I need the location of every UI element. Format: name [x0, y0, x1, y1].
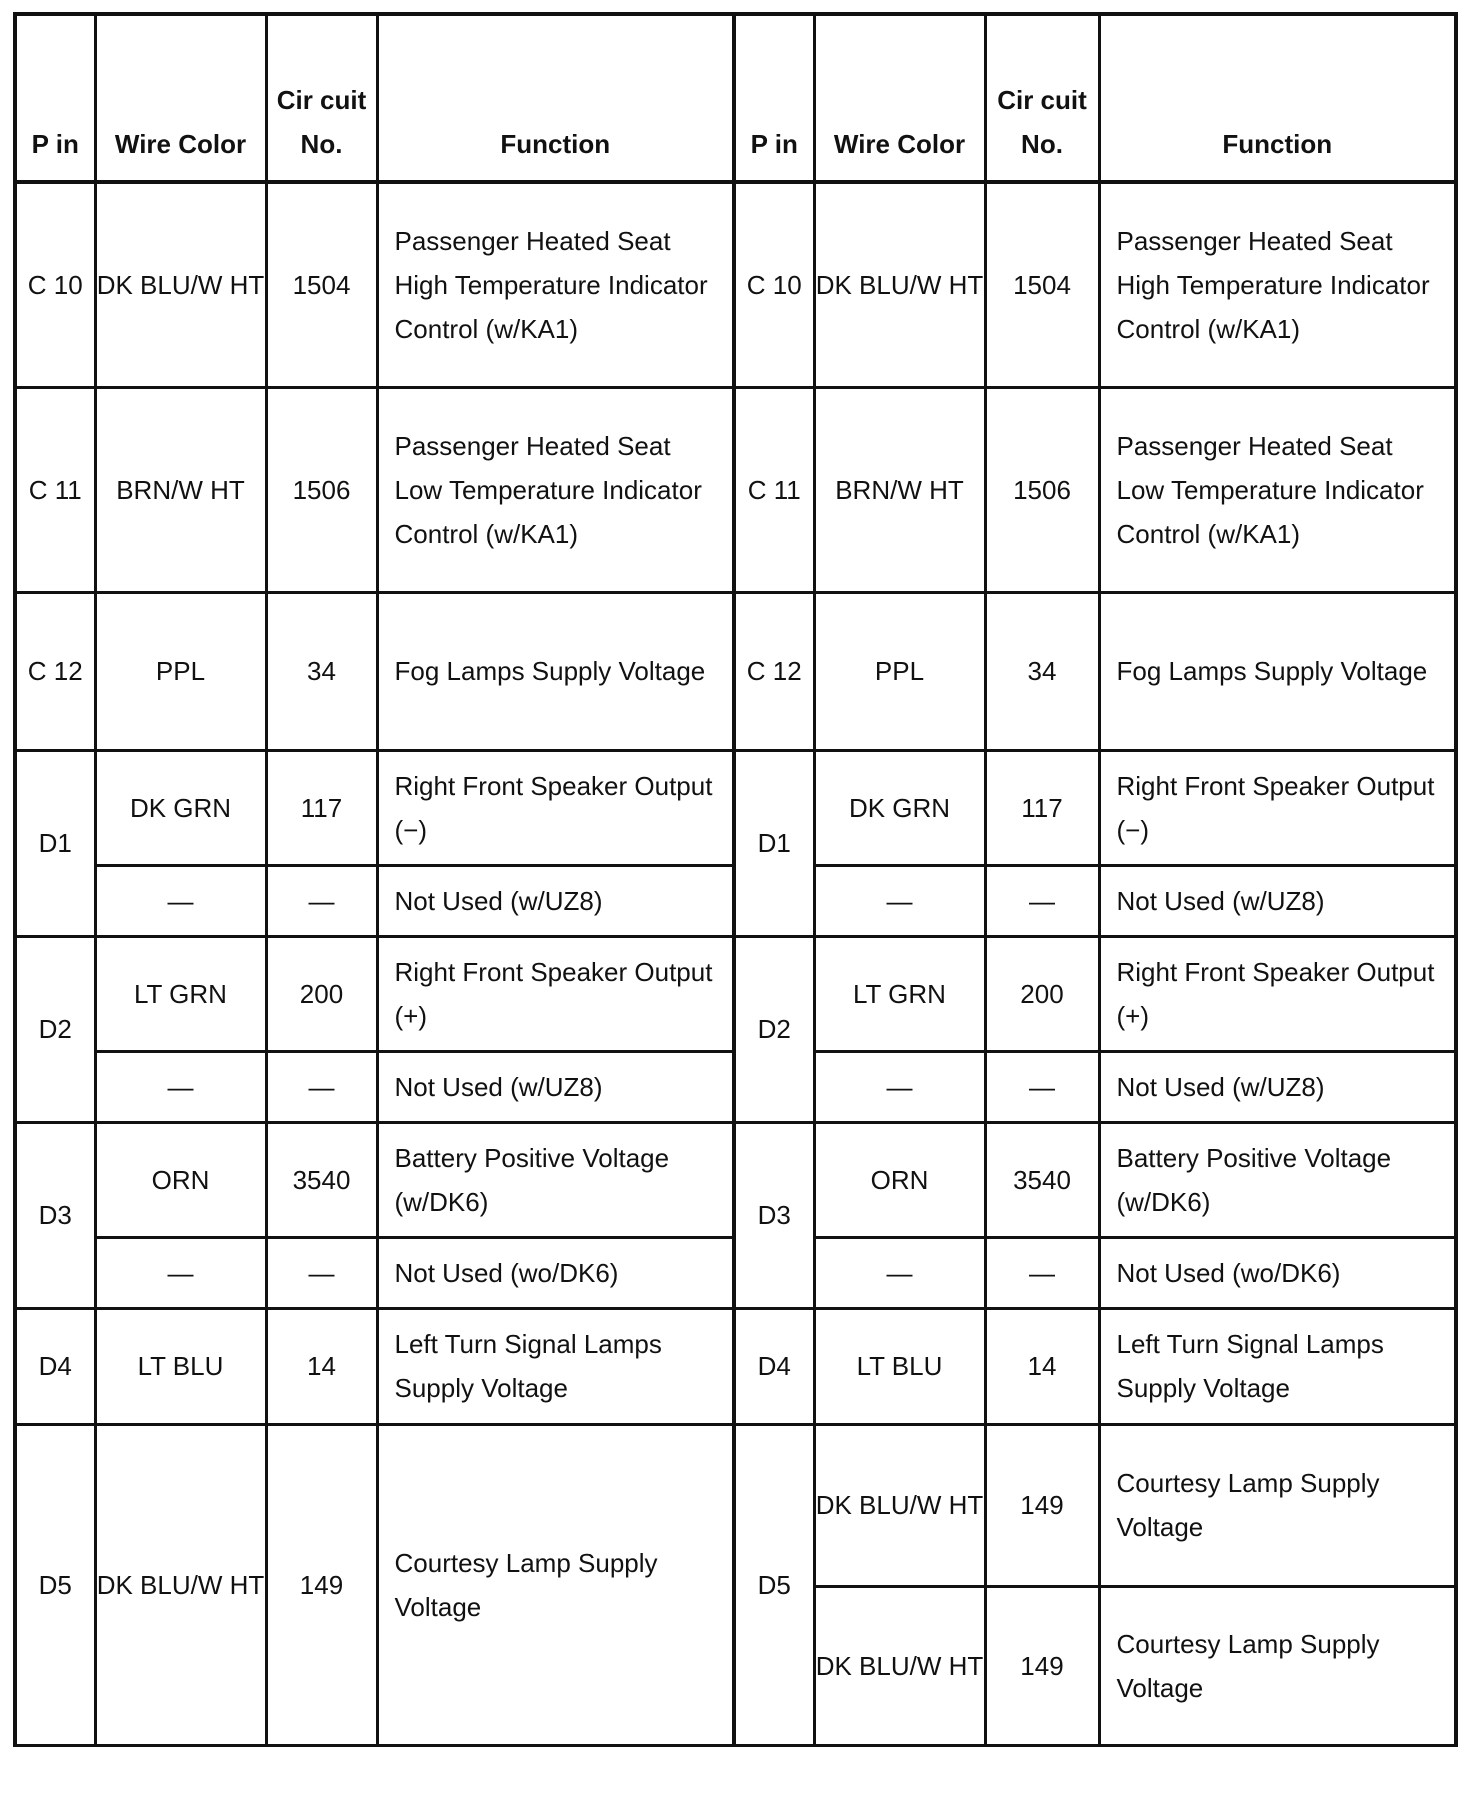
function-cell: Not Used (wo/DK6) — [377, 1237, 734, 1308]
circuit-cell: 3540 — [266, 1122, 377, 1237]
pin-cell: C 10 — [734, 182, 814, 387]
function-cell: Not Used (w/UZ8) — [377, 1051, 734, 1122]
table-row — [15, 1424, 1456, 1586]
function-cell: Left Turn Signal Lamps Supply Voltage — [377, 1308, 734, 1424]
function-cell: Courtesy Lamp Supply Voltage — [1099, 1586, 1456, 1745]
circuit-cell: — — [266, 1051, 377, 1122]
circuit-cell: — — [985, 1051, 1099, 1122]
wire-color-cell: PPL — [814, 592, 985, 750]
wire-color-cell: — — [814, 1051, 985, 1122]
pin-cell: D3 — [734, 1122, 814, 1308]
wire-color-cell: DK BLU/W HT — [814, 1424, 985, 1586]
table-row — [15, 936, 1456, 1051]
wire-color-cell: DK BLU/W HT — [814, 182, 985, 387]
wire-color-cell: — — [814, 1237, 985, 1308]
function-cell: Passenger Heated Seat Low Temperature Indicator Control (w/KA1) — [377, 387, 734, 592]
pin-cell: C 12 — [15, 592, 95, 750]
function-cell: Fog Lamps Supply Voltage — [377, 592, 734, 750]
wire-color-cell: LT GRN — [814, 936, 985, 1051]
function-cell: Passenger Heated Seat High Temperature Indicator Control (w/KA1) — [1099, 182, 1456, 387]
function-cell: Not Used (w/UZ8) — [1099, 1051, 1456, 1122]
function-cell: Not Used (wo/DK6) — [1099, 1237, 1456, 1308]
header-wire-color-left: Wire Color — [95, 14, 266, 182]
header-circuit-no-left: Cir cuit No. — [266, 14, 377, 182]
function-cell: Passenger Heated Seat Low Temperature Indicator Control (w/KA1) — [1099, 387, 1456, 592]
function-cell: Right Front Speaker Output (+) — [377, 936, 734, 1051]
circuit-cell: 1504 — [985, 182, 1099, 387]
function-cell: Right Front Speaker Output (−) — [377, 750, 734, 865]
circuit-cell: — — [985, 865, 1099, 936]
header-pin-right: P in — [734, 14, 814, 182]
wire-color-cell: ORN — [814, 1122, 985, 1237]
wire-color-cell: — — [814, 865, 985, 936]
header-function-left: Function — [377, 14, 734, 182]
function-cell: Courtesy Lamp Supply Voltage — [377, 1424, 734, 1745]
header-circuit-no-right: Cir cuit No. — [985, 14, 1099, 182]
circuit-cell: 34 — [985, 592, 1099, 750]
wire-color-cell: ORN — [95, 1122, 266, 1237]
wire-color-cell: LT GRN — [95, 936, 266, 1051]
table-row — [15, 1122, 1456, 1237]
pin-cell: D3 — [15, 1122, 95, 1308]
connector-pinout-table — [13, 12, 1458, 1747]
pin-cell: D2 — [734, 936, 814, 1122]
function-cell: Left Turn Signal Lamps Supply Voltage — [1099, 1308, 1456, 1424]
wire-color-cell: DK BLU/W HT — [95, 182, 266, 387]
pin-cell: D4 — [734, 1308, 814, 1424]
function-cell: Passenger Heated Seat High Temperature Indicator Control (w/KA1) — [377, 182, 734, 387]
wire-color-cell: DK GRN — [95, 750, 266, 865]
circuit-cell: 1506 — [266, 387, 377, 592]
header-wire-color-right: Wire Color — [814, 14, 985, 182]
function-cell: Right Front Speaker Output (−) — [1099, 750, 1456, 865]
pin-cell: D2 — [15, 936, 95, 1122]
pin-cell: D1 — [734, 750, 814, 936]
pin-cell: C 11 — [734, 387, 814, 592]
function-cell: Right Front Speaker Output (+) — [1099, 936, 1456, 1051]
function-cell: Courtesy Lamp Supply Voltage — [1099, 1424, 1456, 1586]
pin-cell: C 12 — [734, 592, 814, 750]
wire-color-cell: LT BLU — [95, 1308, 266, 1424]
circuit-cell: 117 — [985, 750, 1099, 865]
circuit-cell: — — [266, 865, 377, 936]
header-pin-left: P in — [15, 14, 95, 182]
pin-cell: C 10 — [15, 182, 95, 387]
header-row — [15, 14, 1456, 182]
function-cell: Not Used (w/UZ8) — [1099, 865, 1456, 936]
wire-color-cell: BRN/W HT — [814, 387, 985, 592]
circuit-cell: 200 — [266, 936, 377, 1051]
pin-cell: D1 — [15, 750, 95, 936]
circuit-cell: 34 — [266, 592, 377, 750]
wire-color-cell: — — [95, 1237, 266, 1308]
wire-color-cell: — — [95, 865, 266, 936]
circuit-cell: 149 — [985, 1424, 1099, 1586]
pin-cell: C 11 — [15, 387, 95, 592]
circuit-cell: 14 — [985, 1308, 1099, 1424]
circuit-cell: 149 — [266, 1424, 377, 1745]
pin-cell: D4 — [15, 1308, 95, 1424]
function-cell: Not Used (w/UZ8) — [377, 865, 734, 936]
circuit-cell: — — [266, 1237, 377, 1308]
table-row — [15, 182, 1456, 387]
table-row — [15, 592, 1456, 750]
table-row — [15, 387, 1456, 592]
table-row — [15, 1308, 1456, 1424]
function-cell: Fog Lamps Supply Voltage — [1099, 592, 1456, 750]
function-cell: Battery Positive Voltage (w/DK6) — [377, 1122, 734, 1237]
table-row — [15, 750, 1456, 865]
pin-cell: D5 — [15, 1424, 95, 1745]
circuit-cell: 1506 — [985, 387, 1099, 592]
circuit-cell: 149 — [985, 1586, 1099, 1745]
circuit-cell: 3540 — [985, 1122, 1099, 1237]
circuit-cell: 14 — [266, 1308, 377, 1424]
wire-color-cell: BRN/W HT — [95, 387, 266, 592]
circuit-cell: 117 — [266, 750, 377, 865]
wire-color-cell: DK BLU/W HT — [814, 1586, 985, 1745]
circuit-cell: — — [985, 1237, 1099, 1308]
pin-cell: D5 — [734, 1424, 814, 1745]
header-function-right: Function — [1099, 14, 1456, 182]
wire-color-cell: — — [95, 1051, 266, 1122]
circuit-cell: 200 — [985, 936, 1099, 1051]
wire-color-cell: DK BLU/W HT — [95, 1424, 266, 1745]
circuit-cell: 1504 — [266, 182, 377, 387]
function-cell: Battery Positive Voltage (w/DK6) — [1099, 1122, 1456, 1237]
wire-color-cell: PPL — [95, 592, 266, 750]
wire-color-cell: DK GRN — [814, 750, 985, 865]
wire-color-cell: LT BLU — [814, 1308, 985, 1424]
